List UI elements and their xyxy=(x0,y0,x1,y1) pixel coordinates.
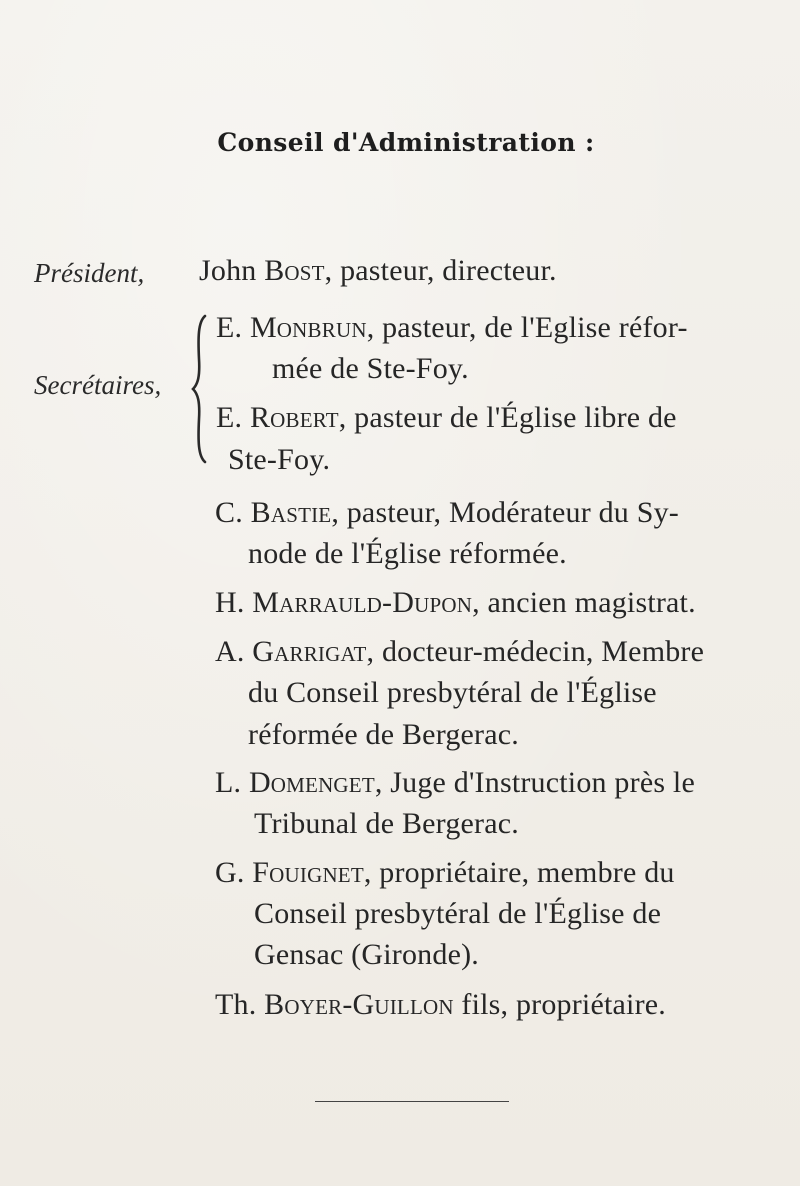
member-6-line-1 xyxy=(215,988,666,1022)
member-4-line-2: Tribunal de Bergerac. xyxy=(254,807,519,840)
president-label: Président, xyxy=(34,258,145,288)
secretary-1-line-2: mée de Ste-Foy. xyxy=(272,352,469,385)
member-3-line-3: réformée de Bergerac. xyxy=(248,718,519,751)
secretary-1-name: Monbrun xyxy=(249,311,367,344)
member-6-name: Boyer-Guillon xyxy=(264,988,454,1021)
page-title: Conseil d'Administration : xyxy=(217,128,595,157)
member-4-role: , Juge d'Instruction près le xyxy=(374,766,695,799)
member-2-initial: H. xyxy=(215,586,253,619)
member-5-initial: G. xyxy=(215,856,253,889)
member-3-name: Garrigat xyxy=(252,635,367,668)
member-2-line-1 xyxy=(215,586,696,620)
secretary-2-role: , pasteur de l'Église libre de xyxy=(338,401,677,434)
member-4-line-1 xyxy=(215,766,695,800)
member-1-name: Bastie xyxy=(250,496,332,529)
president-role: , pasteur, directeur. xyxy=(324,254,557,287)
secretary-1-line-1 xyxy=(216,311,688,345)
member-4-name: Domenget xyxy=(248,766,375,799)
member-2-name: Marrauld-Dupon xyxy=(252,586,473,619)
member-1-line-1 xyxy=(215,496,679,530)
member-5-line-1 xyxy=(215,856,675,890)
member-3-initial: A. xyxy=(215,635,253,668)
secretary-1-role: , pasteur, de l'Eglise réfor- xyxy=(366,311,688,344)
member-3-role: , docteur-médecin, Membre xyxy=(366,635,705,668)
member-1-initial: C. xyxy=(215,496,251,529)
secretary-2-line-2: Ste-Foy. xyxy=(228,443,331,476)
member-5-role: , propriétaire, membre du xyxy=(363,856,675,889)
secretary-2-name: Robert xyxy=(249,401,339,434)
member-4-initial: L. xyxy=(215,766,249,799)
member-5-line-2: Conseil presbytéral de l'Église de xyxy=(254,897,662,930)
secretaires-label: Secrétaires, xyxy=(34,370,162,400)
member-1-role: , pasteur, Modérateur du Sy- xyxy=(331,496,679,529)
closing-rule xyxy=(315,1101,509,1102)
president-line xyxy=(199,254,557,288)
member-3-line-2: du Conseil presbytéral de l'Église xyxy=(248,676,657,709)
member-5-line-3: Gensac (Gironde). xyxy=(254,938,479,971)
member-3-line-1 xyxy=(215,635,704,669)
member-2-role: , ancien magistrat. xyxy=(472,586,696,619)
president-name: Bost xyxy=(264,254,325,287)
secretary-2-initial: E. xyxy=(216,401,250,434)
secretary-1-initial: E. xyxy=(216,311,250,344)
president-initial: John xyxy=(199,254,265,287)
member-1-line-2: node de l'Église réformée. xyxy=(248,537,567,570)
secretary-2-line-1 xyxy=(216,401,677,435)
member-6-initial: Th. xyxy=(215,988,265,1021)
member-5-name: Fouignet xyxy=(252,856,364,889)
member-6-role: fils, propriétaire. xyxy=(453,988,666,1021)
curly-brace-icon xyxy=(190,314,218,464)
